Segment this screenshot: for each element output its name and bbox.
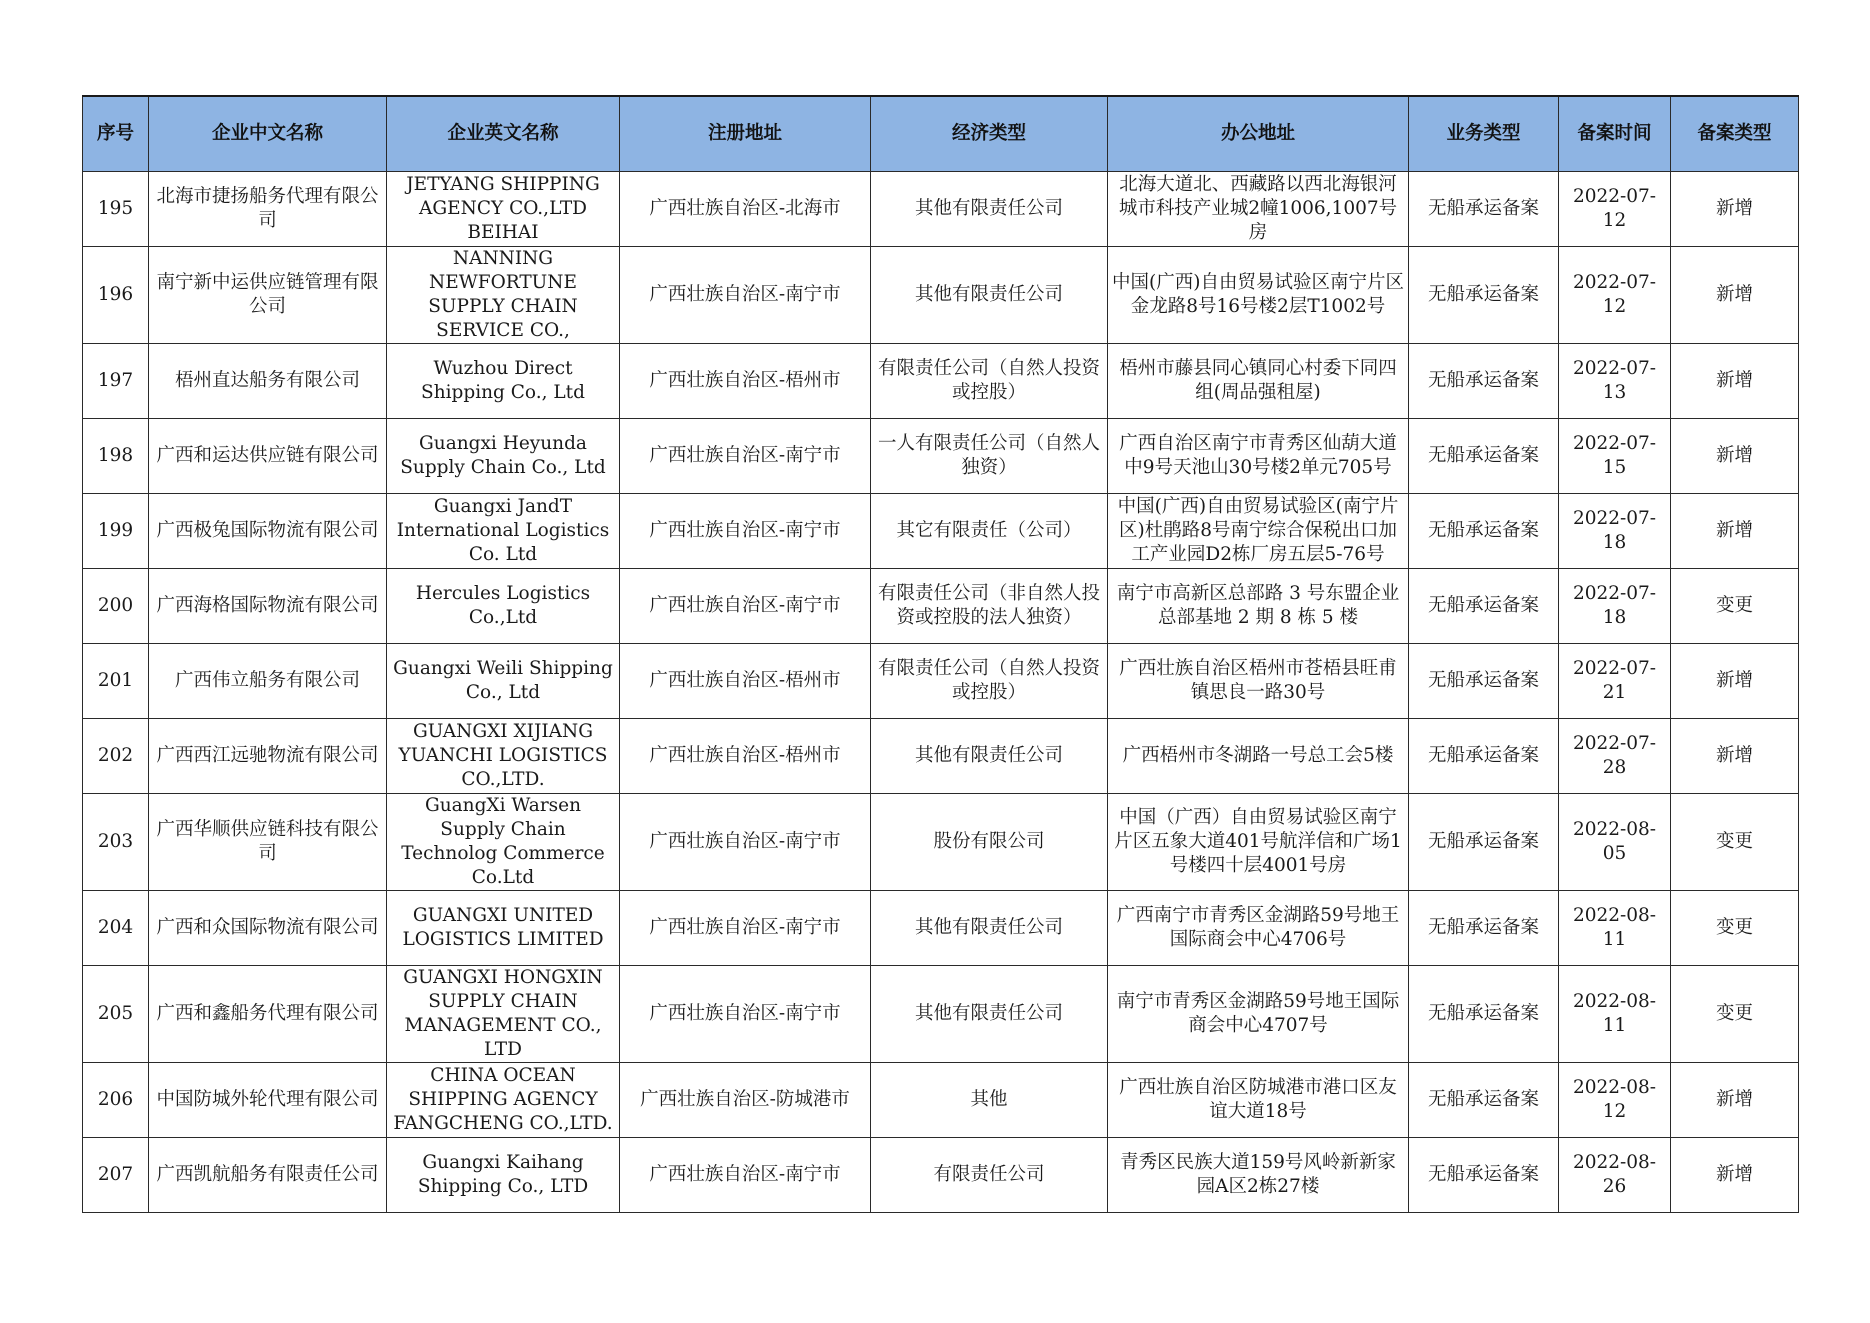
cell-company-en-name: GUANGXI UNITED LOGISTICS LIMITED	[387, 891, 620, 966]
cell-registered-address: 广西壮族自治区-北海市	[620, 172, 871, 247]
cell-registered-address: 广西壮族自治区-梧州市	[620, 344, 871, 419]
cell-economic-type: 其他有限责任公司	[871, 247, 1108, 344]
table-row	[83, 569, 1799, 644]
cell-business-type: 无船承运备案	[1409, 891, 1559, 966]
cell-company-en-name: CHINA OCEAN SHIPPING AGENCY FANGCHENG CO.,LTD.	[387, 1063, 620, 1138]
cell-registered-address: 广西壮族自治区-梧州市	[620, 644, 871, 719]
header-office-address: 办公地址	[1108, 96, 1409, 172]
cell-serial-no: 198	[83, 419, 149, 494]
cell-company-cn-name: 广西和众国际物流有限公司	[149, 891, 387, 966]
cell-filing-date: 2022-07-28	[1559, 719, 1671, 794]
cell-office-address: 南宁市高新区总部路 3 号东盟企业总部基地 2 期 8 栋 5 楼	[1108, 569, 1409, 644]
cell-registered-address: 广西壮族自治区-梧州市	[620, 719, 871, 794]
table-row	[83, 966, 1799, 1063]
cell-filing-type: 新增	[1671, 494, 1799, 569]
table-row	[83, 719, 1799, 794]
cell-business-type: 无船承运备案	[1409, 247, 1559, 344]
header-company-en-name: 企业英文名称	[387, 96, 620, 172]
table-row	[83, 1138, 1799, 1213]
cell-serial-no: 203	[83, 794, 149, 891]
cell-economic-type: 其它有限责任（公司）	[871, 494, 1108, 569]
cell-serial-no: 197	[83, 344, 149, 419]
cell-registered-address: 广西壮族自治区-南宁市	[620, 494, 871, 569]
cell-filing-date: 2022-08-12	[1559, 1063, 1671, 1138]
cell-company-cn-name: 梧州直达船务有限公司	[149, 344, 387, 419]
cell-filing-date: 2022-07-12	[1559, 247, 1671, 344]
cell-serial-no: 207	[83, 1138, 149, 1213]
cell-economic-type: 其他有限责任公司	[871, 172, 1108, 247]
registration-table	[82, 95, 1799, 1213]
cell-filing-type: 变更	[1671, 569, 1799, 644]
cell-company-cn-name: 广西华顺供应链科技有限公司	[149, 794, 387, 891]
cell-filing-date: 2022-07-15	[1559, 419, 1671, 494]
cell-economic-type: 有限责任公司（自然人投资或控股）	[871, 644, 1108, 719]
table-row	[83, 247, 1799, 344]
cell-office-address: 广西壮族自治区防城港市港口区友谊大道18号	[1108, 1063, 1409, 1138]
cell-economic-type: 其他	[871, 1063, 1108, 1138]
table-header-row	[83, 96, 1799, 172]
cell-serial-no: 206	[83, 1063, 149, 1138]
header-company-cn-name: 企业中文名称	[149, 96, 387, 172]
cell-business-type: 无船承运备案	[1409, 494, 1559, 569]
cell-company-en-name: NANNING NEWFORTUNE SUPPLY CHAIN SERVICE CO.,	[387, 247, 620, 344]
cell-company-en-name: Guangxi Weili Shipping Co., Ltd	[387, 644, 620, 719]
cell-office-address: 北海大道北、西藏路以西北海银河城市科技产业城2幢1006,1007号房	[1108, 172, 1409, 247]
cell-company-en-name: GuangXi Warsen Supply Chain Technolog Commerce Co.Ltd	[387, 794, 620, 891]
cell-company-en-name: Guangxi Kaihang Shipping Co., LTD	[387, 1138, 620, 1213]
cell-filing-type: 变更	[1671, 794, 1799, 891]
cell-company-cn-name: 广西伟立船务有限公司	[149, 644, 387, 719]
table-row	[83, 494, 1799, 569]
cell-company-cn-name: 广西极兔国际物流有限公司	[149, 494, 387, 569]
cell-office-address: 广西壮族自治区梧州市苍梧县旺甫镇思良一路30号	[1108, 644, 1409, 719]
header-economic-type: 经济类型	[871, 96, 1108, 172]
cell-business-type: 无船承运备案	[1409, 1138, 1559, 1213]
table-row	[83, 172, 1799, 247]
cell-filing-date: 2022-07-13	[1559, 344, 1671, 419]
cell-economic-type: 股份有限公司	[871, 794, 1108, 891]
cell-business-type: 无船承运备案	[1409, 419, 1559, 494]
cell-filing-type: 新增	[1671, 419, 1799, 494]
cell-business-type: 无船承运备案	[1409, 569, 1559, 644]
cell-filing-type: 新增	[1671, 247, 1799, 344]
cell-economic-type: 其他有限责任公司	[871, 891, 1108, 966]
cell-filing-date: 2022-08-11	[1559, 891, 1671, 966]
cell-business-type: 无船承运备案	[1409, 344, 1559, 419]
cell-economic-type: 有限责任公司（非自然人投资或控股的法人独资）	[871, 569, 1108, 644]
cell-registered-address: 广西壮族自治区-南宁市	[620, 794, 871, 891]
header-serial-no: 序号	[83, 96, 149, 172]
cell-filing-date: 2022-07-18	[1559, 494, 1671, 569]
cell-business-type: 无船承运备案	[1409, 966, 1559, 1063]
cell-economic-type: 其他有限责任公司	[871, 719, 1108, 794]
cell-company-cn-name: 中国防城外轮代理有限公司	[149, 1063, 387, 1138]
cell-office-address: 中国(广西)自由贸易试验区南宁片区金龙路8号16号楼2层T1002号	[1108, 247, 1409, 344]
cell-filing-type: 新增	[1671, 172, 1799, 247]
cell-serial-no: 201	[83, 644, 149, 719]
cell-filing-date: 2022-08-05	[1559, 794, 1671, 891]
cell-company-cn-name: 南宁新中运供应链管理有限公司	[149, 247, 387, 344]
cell-company-en-name: JETYANG SHIPPING AGENCY CO.,LTD BEIHAI	[387, 172, 620, 247]
cell-registered-address: 广西壮族自治区-防城港市	[620, 1063, 871, 1138]
cell-office-address: 中国（广西）自由贸易试验区南宁片区五象大道401号航洋信和广场1号楼四十层4001号房	[1108, 794, 1409, 891]
cell-company-cn-name: 广西和鑫船务代理有限公司	[149, 966, 387, 1063]
cell-company-en-name: GUANGXI HONGXIN SUPPLY CHAIN MANAGEMENT CO., LTD	[387, 966, 620, 1063]
cell-business-type: 无船承运备案	[1409, 644, 1559, 719]
table-row	[83, 644, 1799, 719]
header-business-type: 业务类型	[1409, 96, 1559, 172]
cell-registered-address: 广西壮族自治区-南宁市	[620, 247, 871, 344]
cell-company-cn-name: 广西海格国际物流有限公司	[149, 569, 387, 644]
registration-table-container	[82, 95, 1799, 1213]
cell-economic-type: 一人有限责任公司（自然人独资）	[871, 419, 1108, 494]
cell-filing-type: 变更	[1671, 966, 1799, 1063]
cell-office-address: 中国(广西)自由贸易试验区(南宁片区)杜鹃路8号南宁综合保税出口加工产业园D2栋厂房五层5-76号	[1108, 494, 1409, 569]
cell-company-cn-name: 北海市捷扬船务代理有限公司	[149, 172, 387, 247]
cell-office-address: 广西自治区南宁市青秀区仙葫大道中9号天池山30号楼2单元705号	[1108, 419, 1409, 494]
header-registered-address: 注册地址	[620, 96, 871, 172]
cell-company-cn-name: 广西西江远驰物流有限公司	[149, 719, 387, 794]
cell-company-en-name: Hercules Logistics Co.,Ltd	[387, 569, 620, 644]
table-row	[83, 891, 1799, 966]
cell-filing-type: 新增	[1671, 719, 1799, 794]
cell-office-address: 青秀区民族大道159号风岭新新家园A区2栋27楼	[1108, 1138, 1409, 1213]
cell-filing-type: 变更	[1671, 891, 1799, 966]
table-row	[83, 1063, 1799, 1138]
cell-office-address: 广西梧州市冬湖路一号总工会5楼	[1108, 719, 1409, 794]
cell-company-en-name: Guangxi JandT International Logistics Co. Ltd	[387, 494, 620, 569]
cell-economic-type: 有限责任公司	[871, 1138, 1108, 1213]
cell-company-en-name: GUANGXI XIJIANG YUANCHI LOGISTICS CO.,LTD.	[387, 719, 620, 794]
cell-filing-type: 新增	[1671, 1063, 1799, 1138]
cell-economic-type: 其他有限责任公司	[871, 966, 1108, 1063]
cell-filing-type: 新增	[1671, 344, 1799, 419]
cell-business-type: 无船承运备案	[1409, 172, 1559, 247]
cell-office-address: 南宁市青秀区金湖路59号地王国际商会中心4707号	[1108, 966, 1409, 1063]
cell-filing-type: 新增	[1671, 644, 1799, 719]
cell-registered-address: 广西壮族自治区-南宁市	[620, 891, 871, 966]
cell-serial-no: 200	[83, 569, 149, 644]
cell-business-type: 无船承运备案	[1409, 794, 1559, 891]
cell-serial-no: 202	[83, 719, 149, 794]
cell-company-en-name: Wuzhou Direct Shipping Co., Ltd	[387, 344, 620, 419]
cell-economic-type: 有限责任公司（自然人投资或控股）	[871, 344, 1108, 419]
cell-company-en-name: Guangxi Heyunda Supply Chain Co., Ltd	[387, 419, 620, 494]
cell-serial-no: 196	[83, 247, 149, 344]
cell-company-cn-name: 广西和运达供应链有限公司	[149, 419, 387, 494]
cell-filing-date: 2022-08-26	[1559, 1138, 1671, 1213]
cell-registered-address: 广西壮族自治区-南宁市	[620, 966, 871, 1063]
cell-registered-address: 广西壮族自治区-南宁市	[620, 1138, 871, 1213]
cell-filing-date: 2022-08-11	[1559, 966, 1671, 1063]
cell-business-type: 无船承运备案	[1409, 1063, 1559, 1138]
cell-registered-address: 广西壮族自治区-南宁市	[620, 419, 871, 494]
cell-office-address: 梧州市藤县同心镇同心村委下同四组(周品强租屋)	[1108, 344, 1409, 419]
cell-filing-date: 2022-07-18	[1559, 569, 1671, 644]
cell-company-cn-name: 广西凯航船务有限责任公司	[149, 1138, 387, 1213]
cell-office-address: 广西南宁市青秀区金湖路59号地王国际商会中心4706号	[1108, 891, 1409, 966]
table-row	[83, 344, 1799, 419]
table-row	[83, 419, 1799, 494]
cell-registered-address: 广西壮族自治区-南宁市	[620, 569, 871, 644]
cell-filing-date: 2022-07-21	[1559, 644, 1671, 719]
table-body	[83, 172, 1799, 1213]
cell-serial-no: 199	[83, 494, 149, 569]
cell-serial-no: 195	[83, 172, 149, 247]
cell-filing-type: 新增	[1671, 1138, 1799, 1213]
cell-serial-no: 204	[83, 891, 149, 966]
header-filing-type: 备案类型	[1671, 96, 1799, 172]
cell-business-type: 无船承运备案	[1409, 719, 1559, 794]
cell-serial-no: 205	[83, 966, 149, 1063]
table-row	[83, 794, 1799, 891]
cell-filing-date: 2022-07-12	[1559, 172, 1671, 247]
header-filing-date: 备案时间	[1559, 96, 1671, 172]
